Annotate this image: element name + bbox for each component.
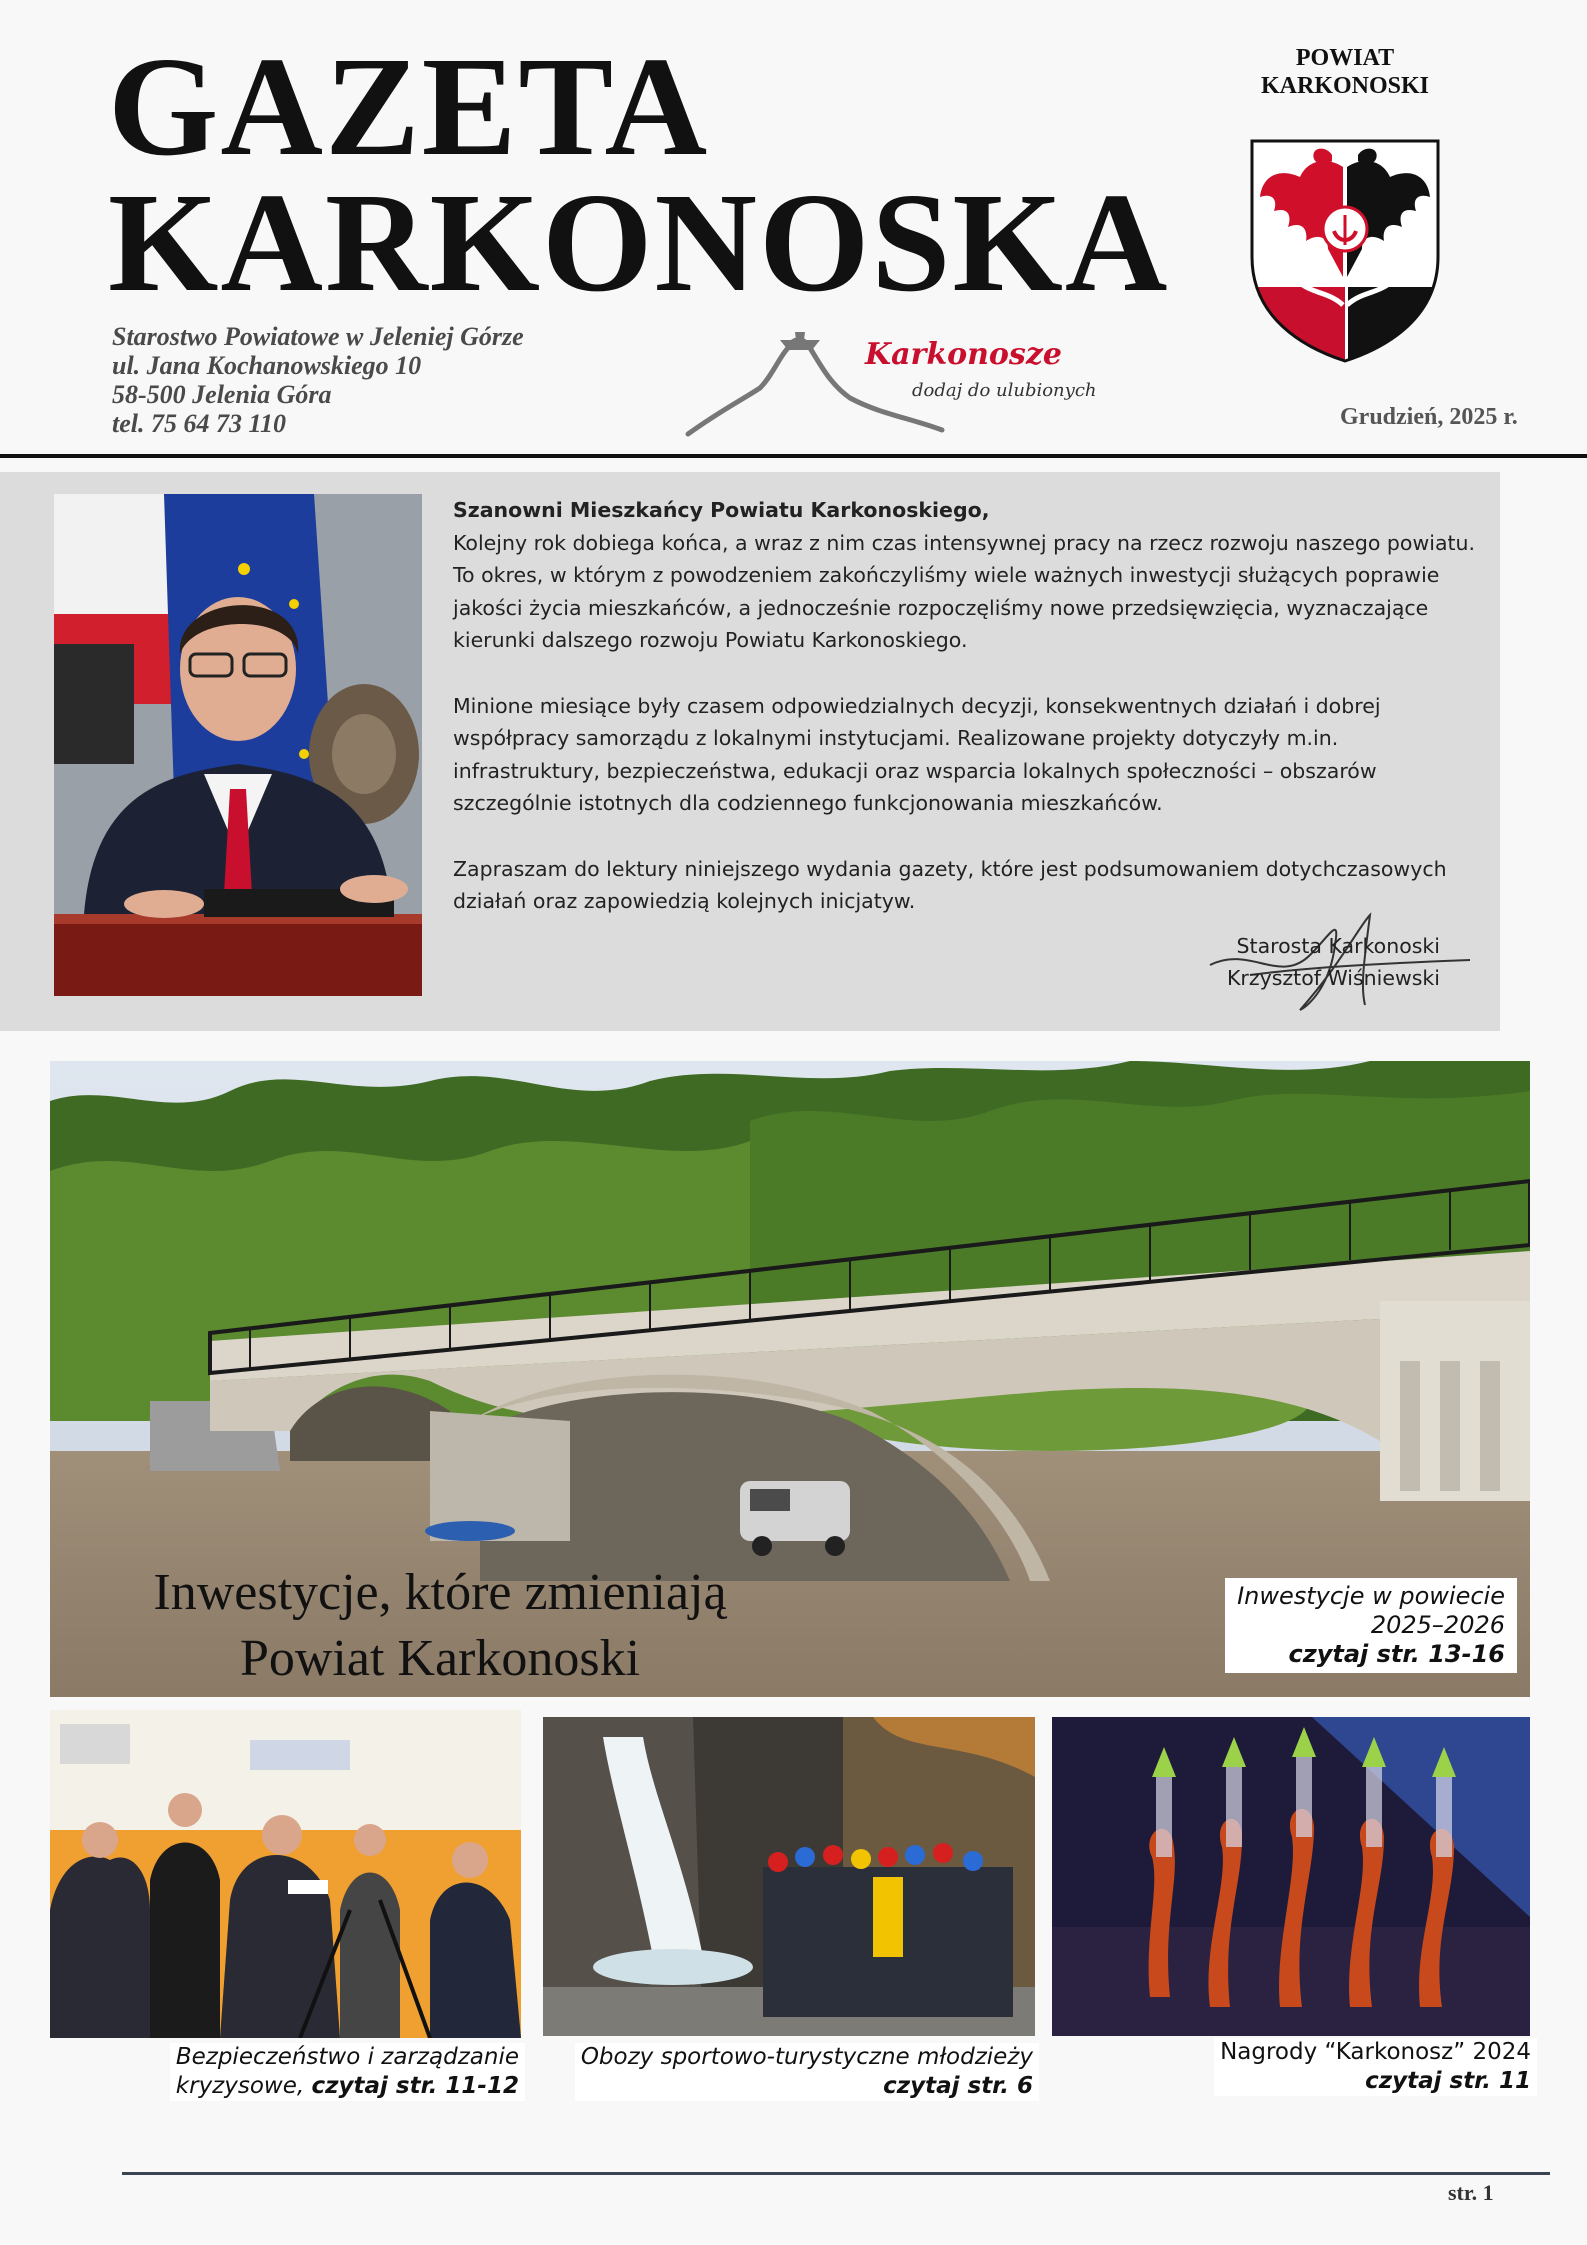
publisher-address xyxy=(112,322,524,438)
county-name xyxy=(1232,44,1458,100)
feature-caption-camp[interactable] xyxy=(575,2043,1039,2101)
feature-security-read-more-link[interactable]: czytaj str. 11-12 xyxy=(311,2073,519,2099)
letter-signature xyxy=(1100,930,1440,994)
feature-photo-security xyxy=(50,1710,521,2038)
publisher-street: ul. Jana Kochanowskiego 10 xyxy=(112,351,422,380)
issue-date: Grudzień, 2025 r. xyxy=(1340,404,1518,430)
hero-read-more-link[interactable]: czytaj str. 13-16 xyxy=(1288,1640,1505,1668)
masthead-line-2: KARKONOSKA xyxy=(108,163,1170,321)
feature-awards-read-more-link[interactable]: czytaj str. 11 xyxy=(1365,2068,1531,2094)
feature-caption-awards-line-1: Nagrody “Karkonosz” 2024 xyxy=(1220,2039,1531,2065)
feature-camp-read-more-link[interactable]: czytaj str. 6 xyxy=(883,2073,1033,2099)
hero-headline xyxy=(90,1560,790,1692)
publisher-name: Starostwo Powiatowe w Jeleniej Górze xyxy=(112,322,524,351)
karkonosze-logo-tagline: dodaj do ulubionych xyxy=(912,380,1097,401)
hero-caption-line-1: Inwestycje w powiecie xyxy=(1237,1582,1505,1610)
karkonosze-logo-name: Karkonosze xyxy=(865,337,1062,372)
feature-photo-awards xyxy=(1052,1717,1530,2036)
feature-caption-awards[interactable] xyxy=(1214,2038,1537,2096)
header-divider xyxy=(0,454,1587,458)
feature-photo-camp xyxy=(543,1717,1035,2036)
hero-headline-line-1: Inwestycje, które zmieniają xyxy=(153,1564,727,1621)
karkonosze-logo xyxy=(680,326,1100,446)
signature-name: Krzysztof Wiśniewski xyxy=(1226,966,1440,990)
page-number: str. 1 xyxy=(1448,2180,1494,2205)
starosta-portrait xyxy=(54,494,422,996)
letter-paragraph-1: Kolejny rok dobiega końca, a wraz z nim czas intensywnej pracy na rzecz rozwoju naszego powiatu. To okres, w którym z powodzeniem zakończyliśmy wiele ważnych inwestycji służących poprawie jakości życia mieszkańców, a jednocześnie rozpoczęliśmy nowe przedsięwzięcia, wyznaczające kierunki dalszego rozwoju Powiatu Karkonoskiego. xyxy=(453,530,1476,652)
letter-paragraph-3: Zapraszam do lektury niniejszego wydania gazety, które jest podsumowaniem dotychczasowych działań oraz zapowiedzią kolejnych inicjatyw. xyxy=(453,856,1447,913)
county-crest-icon xyxy=(1248,137,1442,364)
publisher-city: 58-500 Jelenia Góra xyxy=(112,380,332,409)
feature-caption-security[interactable] xyxy=(170,2043,525,2101)
footer-divider xyxy=(122,2172,1550,2175)
hero-caption[interactable] xyxy=(1225,1578,1517,1673)
county-name-line-1: POWIAT xyxy=(1295,45,1395,71)
editorial-letter xyxy=(453,494,1483,951)
publisher-phone: tel. 75 64 73 110 xyxy=(112,409,287,438)
feature-caption-security-line-1: Bezpieczeństwo i zarządzanie xyxy=(175,2044,519,2070)
feature-caption-security-line-2: kryzysowe, xyxy=(175,2073,305,2099)
county-name-line-2: KARKONOSKI xyxy=(1260,73,1430,99)
letter-greeting: Szanowni Mieszkańcy Powiatu Karkonoskiego, xyxy=(453,498,990,522)
masthead-title xyxy=(108,27,1170,321)
feature-caption-camp-line-1: Obozy sportowo-turystyczne młodzieży xyxy=(580,2044,1033,2070)
hero-headline-line-2: Powiat Karkonoski xyxy=(239,1630,641,1687)
hero-caption-line-2: 2025–2026 xyxy=(1370,1611,1505,1639)
masthead-line-1: GAZETA xyxy=(108,27,710,185)
letter-paragraph-2: Minione miesiące były czasem odpowiedzialnych decyzji, konsekwentnych działań i dobrej współpracy samorządu z lokalnymi instytucjami. Realizowane projekty dotyczyły m.in. infrastruktury, bezpieczeństwa, edukacji oraz wsparcia lokalnych społeczności – obszarów szczególnie istotnych dla codziennego funkcjonowania mieszkańców. xyxy=(453,693,1381,815)
signature-title: Starosta Karkonoski xyxy=(1236,934,1440,958)
